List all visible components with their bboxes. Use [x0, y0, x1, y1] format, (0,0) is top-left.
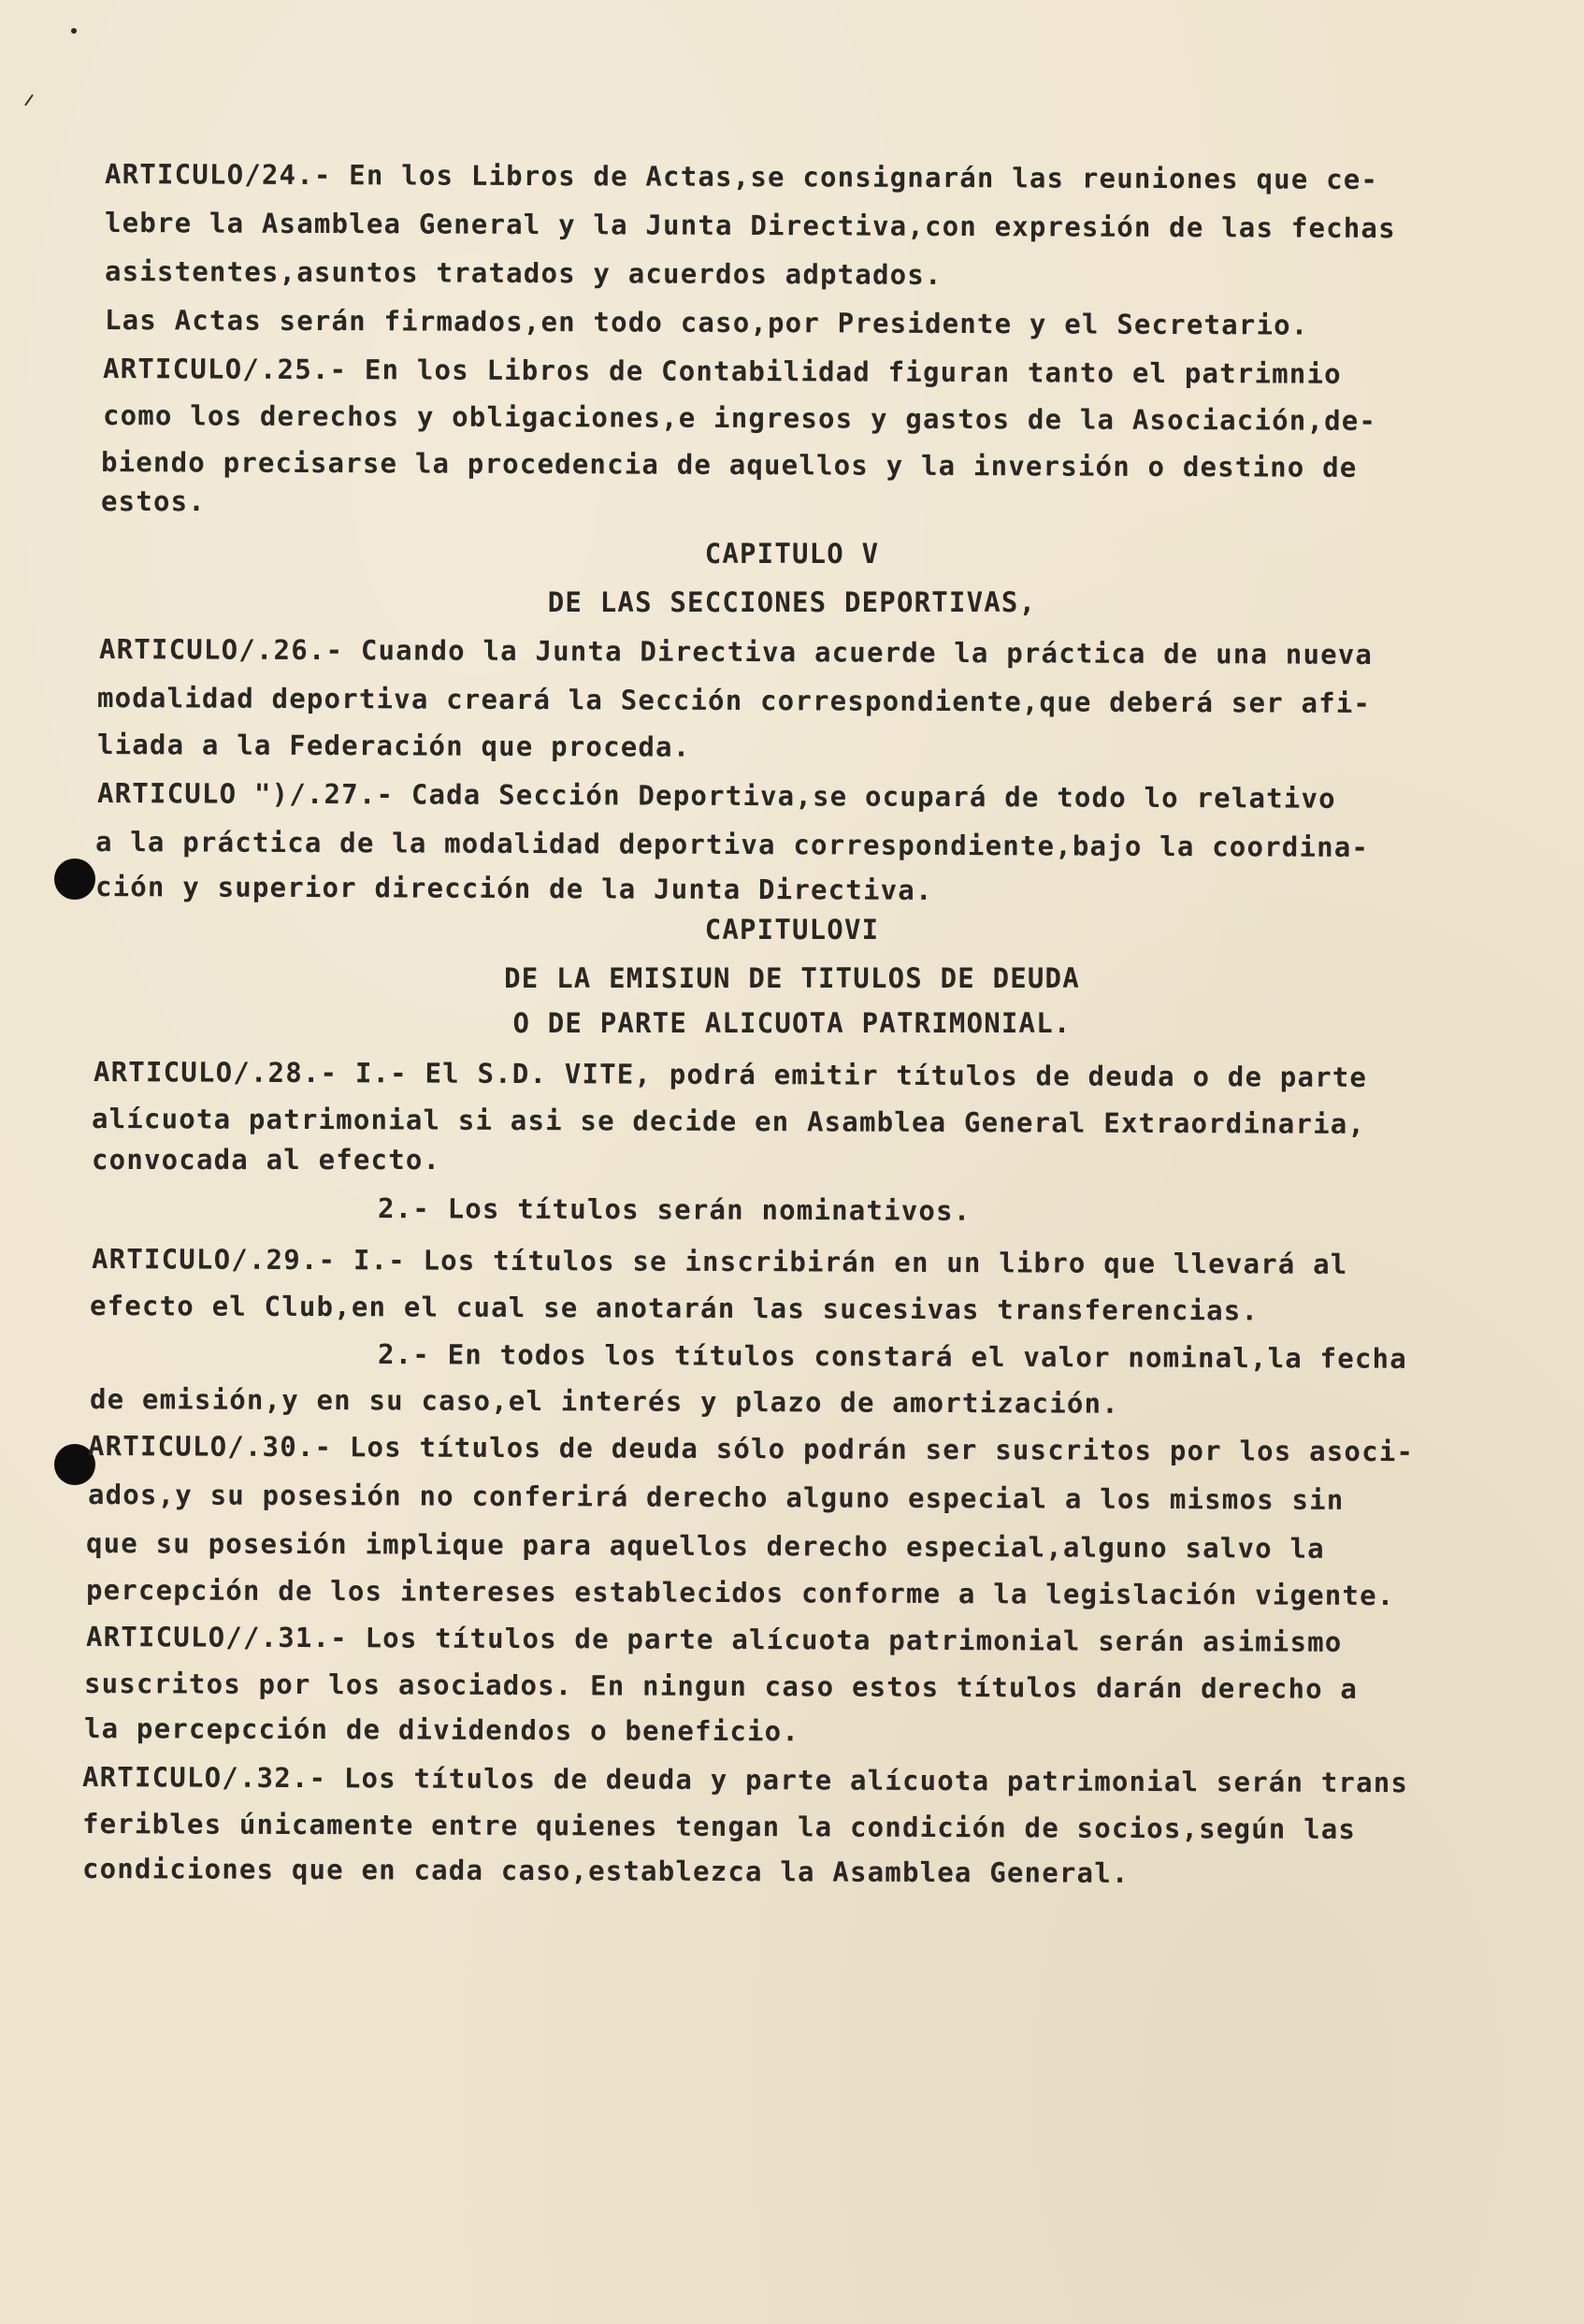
- text-line-9: ARTICULO/.26.- Cuando la Junta Directiva acuerde la práctica de una nueva: [98, 633, 1374, 671]
- text-line-2: lebre la Asamblea General y la Junta Directiva,con expresión de las fechas: [104, 207, 1396, 245]
- text-line-16: alícuota patrimonial si asi se decide en Asamblea General Extraordinaria,: [91, 1103, 1366, 1140]
- text-line-21: 2.- En todos los títulos constará el valor nominal,la fecha: [377, 1338, 1407, 1375]
- chapter-vi-title-2: O DE PARTE ALICUOTA PATRIMONIAL.: [512, 1007, 1072, 1039]
- text-line-23: ARTICULO/.30.- Los títulos de deuda sólo podrán ser suscritos por los asoci-: [87, 1430, 1415, 1468]
- chapter-v-heading: CAPITULO V: [704, 538, 880, 570]
- text-line-6: como los derechos y obligaciones,e ingresos y gastos de la Asociación,de-: [102, 399, 1377, 437]
- text-line-15: ARTICULO/.28.- I.- El S.D. VITE, podrá emitir títulos de deuda o de parte: [93, 1056, 1368, 1093]
- punch-hole-upper: [54, 859, 95, 900]
- text-line-17: convocada al efecto.: [92, 1144, 441, 1176]
- text-line-8: estos.: [101, 485, 206, 517]
- text-line-24: ados,y su posesión no conferirá derecho alguno especial a los mismos sin: [87, 1479, 1345, 1516]
- text-line-22: de emisión,y en su caso,el interés y plazo de amortización.: [89, 1383, 1119, 1420]
- text-line-12: ARTICULO ")/.27.- Cada Sección Deportiva,se ocupará de todo lo relativo: [96, 777, 1336, 815]
- text-line-19: ARTICULO/.29.- I.- Los títulos se inscribirán en un libro que llevará al: [91, 1243, 1348, 1280]
- chapter-vi-heading: CAPITULOVI: [704, 914, 880, 945]
- text-line-30: ARTICULO/.32.- Los títulos de deuda y parte alícuota patrimonial serán trans: [81, 1761, 1409, 1799]
- ink-mark: [24, 94, 34, 107]
- ink-speck: [71, 28, 77, 34]
- text-line-11: liada a la Federación que proceda.: [96, 729, 691, 763]
- chapter-vi-title-1: DE LA EMISIUN DE TITULOS DE DEUDA: [504, 962, 1080, 994]
- text-line-25: que su posesión implique para aquellos derecho especial,alguno salvo la: [85, 1527, 1325, 1565]
- text-line-10: modalidad deportiva creará la Sección correspondiente,que deberá ser afi-: [96, 682, 1372, 719]
- text-line-13: a la práctica de la modalidad deportiva correspondiente,bajo la coordina-: [94, 826, 1370, 863]
- text-line-5: ARTICULO/.25.- En los Libros de Contabilidad figuran tanto el patrimnio: [102, 353, 1342, 390]
- text-line-28: suscritos por los asociados. En ningun caso estos títulos darán derecho a: [83, 1667, 1359, 1705]
- text-line-3: asistentes,asuntos tratados y acuerdos adptados.: [104, 255, 943, 291]
- chapter-v-title: DE LAS SECCIONES DEPORTIVAS,: [547, 586, 1037, 618]
- text-line-7: biendo precisarse la procedencia de aquellos y la inversión o destino de: [100, 446, 1358, 484]
- text-line-20: efecto el Club,en el cual se anotarán las sucesivas transferencias.: [89, 1290, 1260, 1327]
- text-line-14: ción y superior dirección de la Junta Directiva.: [94, 871, 933, 906]
- text-line-26: percepción de los intereses establecidos conforme a la legislación vigente.: [85, 1574, 1395, 1612]
- text-line-32: condiciones que en cada caso,establezca la Asamblea General.: [81, 1853, 1130, 1889]
- text-line-27: ARTICULO//.31.- Los títulos de parte alícuota patrimonial serán asimismo: [85, 1621, 1343, 1658]
- text-line-29: la percepcción de dividendos o beneficio.: [83, 1712, 800, 1748]
- text-line-31: feribles únicamente entre quienes tengan la condición de socios,según las: [81, 1808, 1357, 1845]
- text-line-1: ARTICULO/24.- En los Libros de Actas,se consignarán las reuniones que ce-: [104, 158, 1379, 195]
- text-line-4: Las Actas serán firmados,en todo caso,por Presidente y el Secretario.: [104, 304, 1309, 341]
- text-line-18: 2.- Los títulos serán nominativos.: [377, 1192, 972, 1227]
